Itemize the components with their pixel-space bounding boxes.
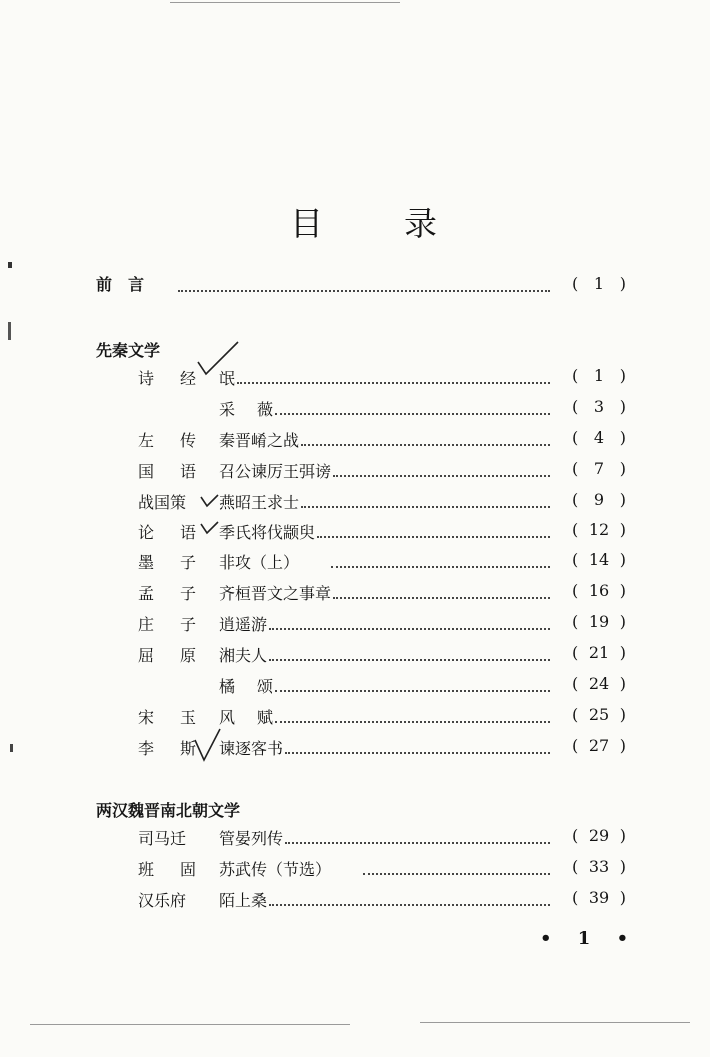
check-mark <box>194 728 222 762</box>
toc-entry-title: 季氏将伐颛臾 <box>219 523 316 542</box>
toc-entry-author: 庄子 <box>138 615 223 634</box>
toc-entry-title: 谏逐客书 <box>219 739 284 758</box>
toc-leader <box>331 566 550 568</box>
toc-leader <box>275 413 550 415</box>
toc-entry-author: 诗经 <box>138 369 223 388</box>
page-title-right: 录 <box>404 204 437 243</box>
toc-entry-page: ( 12 ) <box>572 520 626 539</box>
toc-entry-page: ( 14 ) <box>572 550 626 569</box>
toc-entry-author: 国语 <box>138 462 223 481</box>
toc-front-page: ( 1 ) <box>572 274 626 293</box>
toc-entry-author: 论语 <box>138 523 223 542</box>
toc-leader <box>269 904 550 906</box>
toc-leader <box>333 475 550 477</box>
page-title-left: 目 <box>290 204 323 243</box>
toc-entry-page: ( 19 ) <box>572 612 626 631</box>
toc-entry-title: 橘颂 <box>219 677 296 696</box>
toc-entry-title: 陌上桑 <box>219 891 268 910</box>
scan-artifact <box>8 262 12 268</box>
check-mark <box>200 494 220 508</box>
toc-entry-title: 召公谏厉王弭谤 <box>219 462 332 481</box>
toc-entry-title: 苏武传（节选） <box>219 860 332 879</box>
toc-section-heading: 两汉魏晋南北朝文学 <box>96 801 241 820</box>
check-mark <box>200 521 220 535</box>
toc-entry-author: 汉乐府 <box>138 891 187 910</box>
bottom-rule <box>420 1022 690 1023</box>
toc-entry-page: ( 9 ) <box>572 490 626 509</box>
toc-entry-author: 左传 <box>138 431 223 450</box>
toc-entry-page: ( 33 ) <box>572 857 626 876</box>
toc-entry-page: ( 4 ) <box>572 428 626 447</box>
toc-entry-title: 非攻（上） <box>219 553 300 572</box>
toc-leader <box>317 536 550 538</box>
toc-leader <box>285 752 550 754</box>
toc-entry-title: 秦晋崤之战 <box>219 431 300 450</box>
toc-leader <box>333 597 550 599</box>
toc-entry-title: 逍遥游 <box>219 615 268 634</box>
toc-entry-page: ( 1 ) <box>572 366 626 385</box>
toc-entry-page: ( 16 ) <box>572 581 626 600</box>
toc-entry-title: 燕昭王求士 <box>219 493 300 512</box>
toc-entry-title: 采薇 <box>219 400 296 419</box>
toc-entry-page: ( 21 ) <box>572 643 626 662</box>
toc-entry-page: ( 39 ) <box>572 888 626 907</box>
toc-leader <box>178 290 550 292</box>
toc-entry-page: ( 7 ) <box>572 459 626 478</box>
toc-leader <box>269 628 550 630</box>
toc-entry-author: 李斯 <box>138 739 223 758</box>
toc-entry-title: 湘夫人 <box>219 646 268 665</box>
bottom-rule <box>30 1024 350 1025</box>
toc-section-heading: 先秦文学 <box>96 341 161 360</box>
page-number: • 1 • <box>540 928 639 949</box>
toc-front-label: 前言 <box>96 275 161 294</box>
toc-leader <box>269 659 550 661</box>
toc-entry-page: ( 24 ) <box>572 674 626 693</box>
toc-leader <box>275 721 550 723</box>
toc-entry-page: ( 25 ) <box>572 705 626 724</box>
toc-entry-page: ( 27 ) <box>572 736 626 755</box>
scan-artifact <box>8 322 11 340</box>
toc-entry-page: ( 29 ) <box>572 826 626 845</box>
check-mark <box>196 340 240 380</box>
toc-entry-title: 风赋 <box>219 708 296 727</box>
toc-leader <box>237 382 550 384</box>
toc-entry-author: 班固 <box>138 860 223 879</box>
toc-entry-author: 孟子 <box>138 584 223 603</box>
toc-leader <box>275 690 550 692</box>
toc-entry-title: 齐桓晋文之事章 <box>219 584 332 603</box>
toc-entry-author: 墨子 <box>138 553 223 572</box>
toc-entry-page: ( 3 ) <box>572 397 626 416</box>
toc-leader <box>301 444 550 446</box>
toc-leader <box>301 506 550 508</box>
toc-entry-title: 氓 <box>219 369 258 388</box>
toc-entry-author: 司马迁 <box>138 829 187 848</box>
toc-leader <box>285 842 550 844</box>
scan-artifact <box>10 744 13 752</box>
toc-entry-author: 宋玉 <box>138 708 223 727</box>
top-rule <box>170 2 400 3</box>
toc-entry-title: 管晏列传 <box>219 829 284 848</box>
toc-entry-author: 屈原 <box>138 646 223 665</box>
toc-entry-author: 战国策 <box>138 493 187 512</box>
toc-leader <box>363 873 550 875</box>
